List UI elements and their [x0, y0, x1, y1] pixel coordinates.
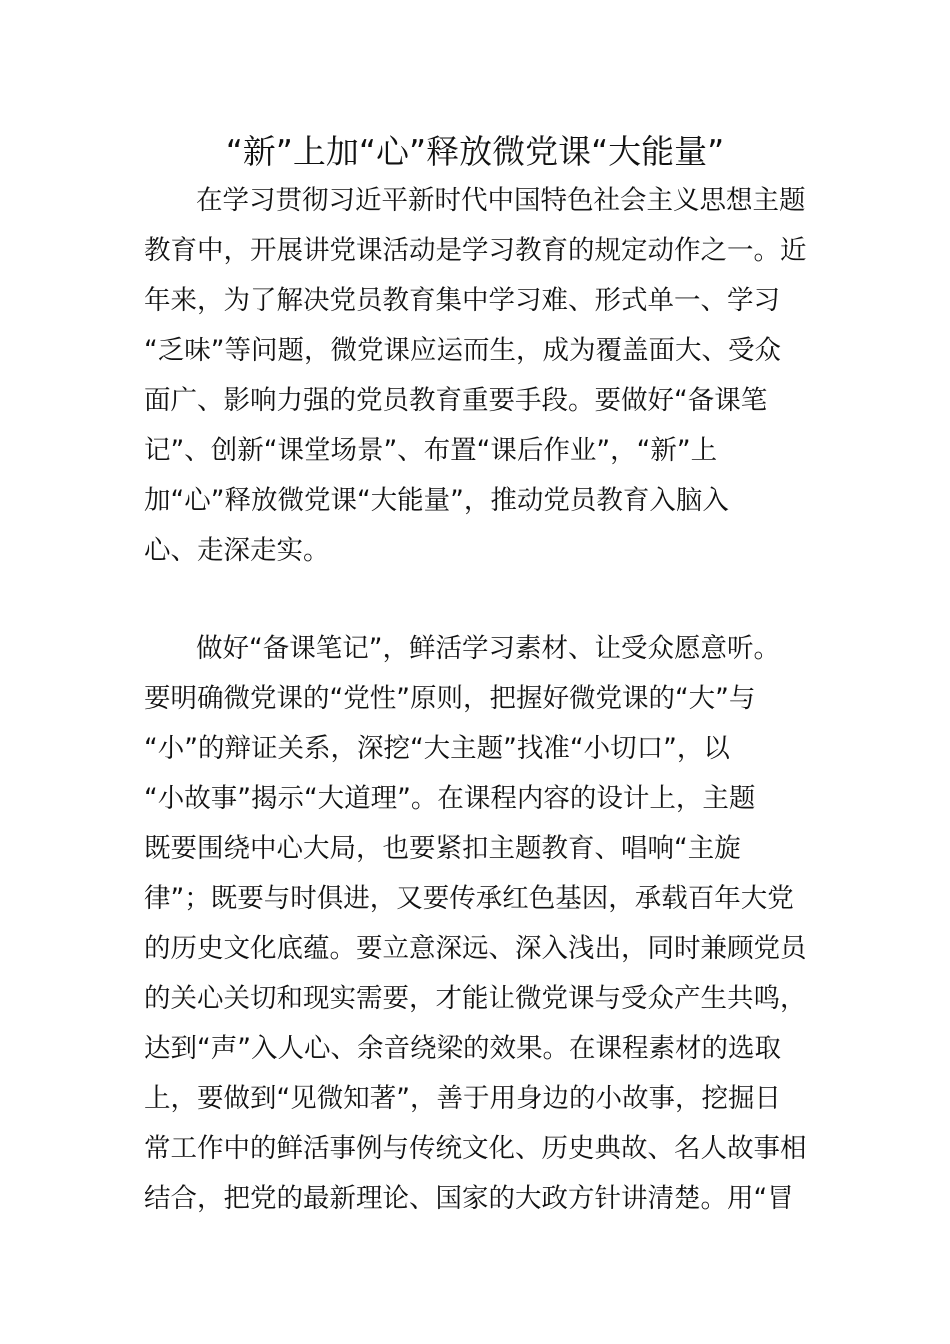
text-line: 上，要做到“见微知著”，善于用身边的小故事，挖掘日 [144, 1083, 781, 1114]
text-line: 既要围绕中心大局，也要紧扣主题教育、唱响“主旋 [144, 833, 741, 864]
text-line: 达到“声”入人心、余音绕梁的效果。在课程素材的选取 [144, 1033, 781, 1064]
paragraph-prepare-notes [144, 624, 809, 1224]
text-line: 面广、影响力强的党员教育重要手段。要做好“备课笔 [144, 385, 768, 416]
text-line: 加“心”释放微党课“大能量”，推动党员教育入脑入 [144, 485, 729, 516]
text-line: “乏味”等问题，微党课应运而生，成为覆盖面大、受众 [144, 335, 781, 366]
text-line: 心、走深走实。 [144, 535, 330, 566]
text-line: 要明确微党课的“党性”原则，把握好微党课的“大”与 [144, 683, 756, 714]
text-line: 教育中，开展讲党课活动是学习教育的规定动作之一。近 [144, 235, 807, 266]
text-line: 律”；既要与时俱进，又要传承红色基因，承载百年大党 [144, 883, 794, 914]
text-line: 结合，把党的最新理论、国家的大政方针讲清楚。用“冒 [144, 1183, 794, 1214]
text-line: 记”、创新“课堂场景”、布置“课后作业”，“新”上 [144, 435, 718, 466]
article-title: “新”上加“心”释放微党课“大能量” [225, 132, 725, 171]
text-line: 在学习贯彻习近平新时代中国特色社会主义思想主题 [196, 185, 806, 216]
text-line: “小故事”揭示“大道理”。在课程内容的设计上，主题 [144, 783, 756, 814]
text-line: 常工作中的鲜活事例与传统文化、历史典故、名人故事相 [144, 1133, 807, 1164]
text-line: 的历史文化底蕴。要立意深远、深入浅出，同时兼顾党员 [144, 933, 807, 964]
text-line: 的关心关切和现实需要，才能让微党课与受众产生共鸣， [144, 983, 807, 1014]
text-line: “小”的辩证关系，深挖“大主题”找准“小切口”，以 [144, 733, 730, 764]
text-line: 年来，为了解决党员教育集中学习难、形式单一、学习 [144, 285, 780, 316]
text-line: 做好“备课笔记”，鲜活学习素材、让受众愿意听。 [196, 633, 780, 664]
paragraph-intro [144, 176, 809, 576]
